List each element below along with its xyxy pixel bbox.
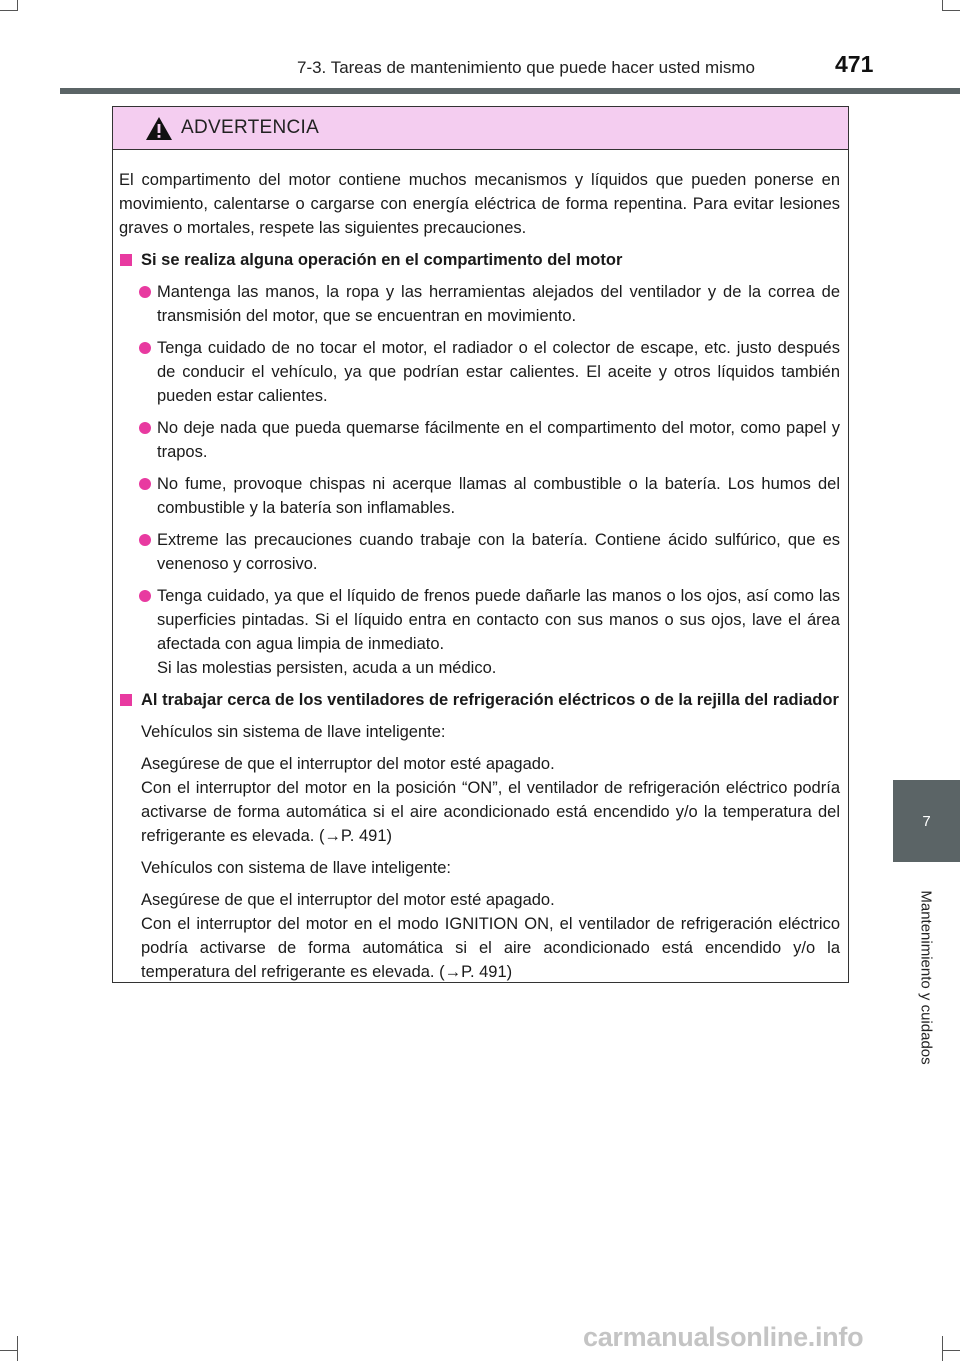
circle-bullet-icon: [139, 478, 151, 490]
list-item: Tenga cuidado, ya que el líquido de frenos puede dañarle las manos o los ojos, así como las superficies pintadas. Si el líquido entra en contacto con sus manos o sus ojos, lave el área afectada con agua limpia de inmediato. Si las molestias persisten, acuda a un médico.: [119, 584, 840, 680]
section-heading: Al trabajar cerca de los ventiladores de refrigeración eléctricos o de la rejilla del radiador: [119, 688, 840, 712]
circle-bullet-icon: [139, 342, 151, 354]
crop-mark: [17, 1336, 18, 1361]
square-bullet-icon: [120, 254, 132, 266]
paragraph: Vehículos con sistema de llave inteligente:: [141, 859, 452, 877]
chapter-label: [893, 872, 960, 1082]
list-item: Mantenga las manos, la ropa y las herramientas alejados del ventilador y de la correa de transmisión del motor, que se encuentran en movimiento.: [119, 280, 840, 328]
circle-bullet-icon: [139, 590, 151, 602]
page-number: 471: [835, 51, 874, 77]
list-item-note: Si las molestias persisten, acuda a un médico.: [157, 659, 497, 677]
warning-title: ADVERTENCIA: [181, 117, 320, 138]
warning-header: [113, 107, 848, 150]
chapter-label-text: Mantenimiento y cuidados: [918, 889, 936, 1065]
circle-bullet-icon: [139, 534, 151, 546]
chapter-number: 7: [922, 812, 931, 830]
crop-mark: [942, 10, 960, 11]
paragraph: Asegúrese de que el interruptor del motor esté apagado. Con el interruptor del motor en la posición “ON”, el ventilador de refrigeración eléctrico podría activarse de forma automática si el aire acondicionado está encendido y/o la temperatura del refrigerante es elevada. (→P. 491): [141, 755, 840, 845]
crop-mark: [942, 0, 943, 10]
crop-mark: [0, 10, 18, 11]
crop-mark: [17, 0, 18, 10]
circle-bullet-icon: [139, 286, 151, 298]
crop-mark: [0, 1350, 18, 1351]
list-item: Extreme las precauciones cuando trabaje con la batería. Contiene ácido sulfúrico, que es venenoso y corrosivo.: [119, 528, 840, 576]
paragraph: Asegúrese de que el interruptor del motor esté apagado. Con el interruptor del motor en el modo IGNITION ON, el ventilador de refrigeración eléctrico podría activarse de forma automática si el aire acondicionado está encendido y/o la temperatura del refrigerante es elevada. (→P. 491): [141, 891, 840, 981]
list-item: No fume, provoque chispas ni acerque llamas al combustible o la batería. Los humos del combustible y la batería son inflamables.: [119, 472, 840, 520]
paragraph: Vehículos sin sistema de llave inteligente:: [141, 723, 446, 741]
warning-box: [112, 106, 849, 983]
square-bullet-icon: [120, 694, 132, 706]
list-item: Tenga cuidado de no tocar el motor, el radiador o el colector de escape, etc. justo después de conducir el vehículo, ya que podrían estar calientes. El aceite y otros líquidos también pueden estar calientes.: [119, 336, 840, 408]
warning-triangle-icon: [145, 116, 173, 141]
section-title: 7-3. Tareas de mantenimiento que puede hacer usted mismo: [296, 58, 755, 77]
chapter-tab[interactable]: [893, 780, 960, 862]
header-rule: [60, 88, 960, 94]
circle-bullet-icon: [139, 422, 151, 434]
list-item: No deje nada que pueda quemarse fácilmente en el compartimento del motor, como papel y trapos.: [119, 416, 840, 464]
warning-intro: El compartimento del motor contiene muchos mecanismos y líquidos que pueden ponerse en movimiento, calentarse o cargarse con energía eléctrica de forma repentina. Para evitar lesiones graves o mortales, respete las siguientes precauciones.: [119, 171, 840, 237]
watermark: carmanualsonline.info: [583, 1322, 864, 1352]
section-heading: Si se realiza alguna operación en el compartimento del motor: [119, 248, 840, 272]
warning-body: [113, 150, 848, 984]
